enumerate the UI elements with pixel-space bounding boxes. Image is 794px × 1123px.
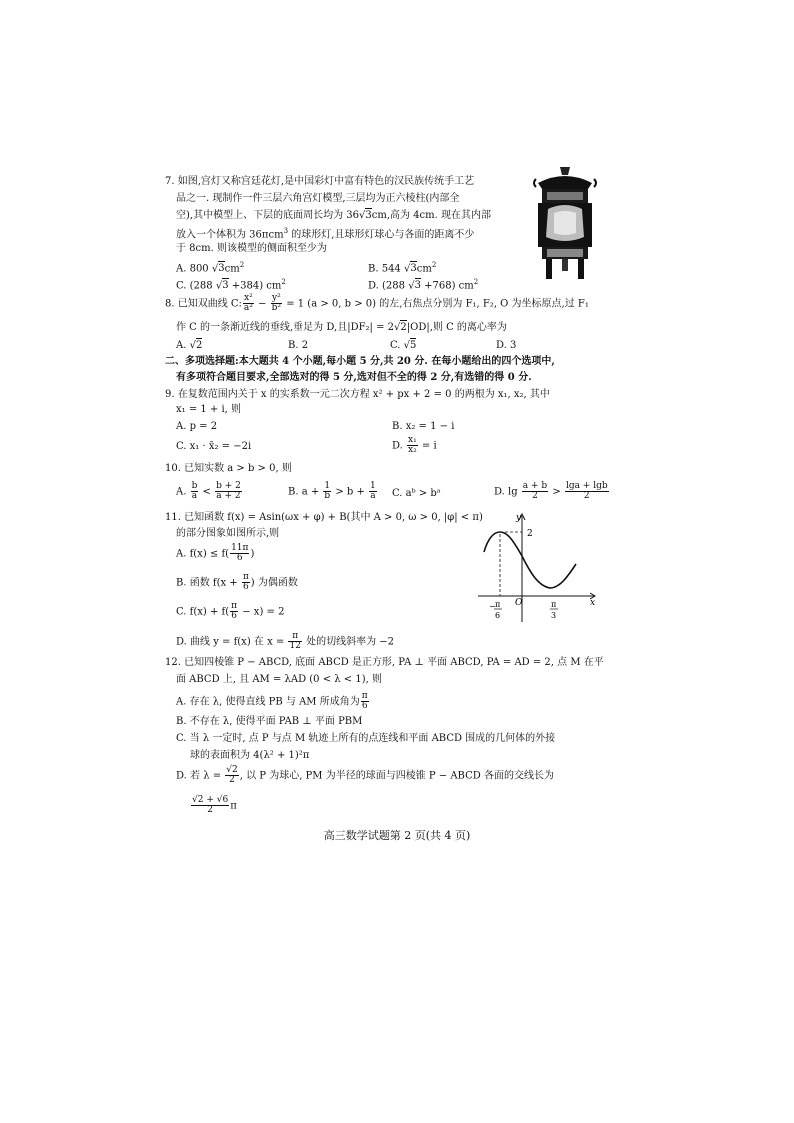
q12-option-c-line-1: C. 当 λ 一定时, 点 P 与点 M 轨迹上所有的点连线和平面 ABCD 围成的几何体的外接 xyxy=(176,733,556,744)
q7-line-2: 品之一. 现制作一件三层六角宫灯模型,三层均为正六棱柱(内部全 xyxy=(176,193,460,204)
q9-line-1: 9. 在复数范围内关于 x 的实系数一元二次方程 x² + px + 2 = 0 的两根为 x₁, x₂, 其中 xyxy=(165,389,550,400)
q8-option-b: B. 2 xyxy=(288,340,309,351)
q12-option-d-line-1: D. 若 λ = $\frac{√2}{2}$ , 以 P 为球心, PM 为半径的球面与四棱锥 P − ABCD 各面的交线长为 xyxy=(176,765,554,786)
section-2-line-1: 二、多项选择题:本大题共 4 个小题,每小题 5 分,共 20 分. 在每小题给出的四个选项中, xyxy=(165,356,555,367)
q8-line-1: 8. 已知双曲线 C: $\frac{\text{x²}}{\text{a²}}$ − $\frac{\text{y²}}{\text{b²}}$ = 1 (a > 0, b > 0) 的左,右焦点分别为 F₁, F₂, O 为坐标原点,过 F₁ xyxy=(165,293,589,314)
q11-line-1: 11. 已知函数 f(x) = Asin(ωx + φ) + B(其中 A > 0, ω > 0, |φ| < π) xyxy=(165,512,483,523)
x-axis-label: x xyxy=(590,598,596,608)
q7-line-4: 放入一个体积为 36πcm$^3$ 的球形灯,且球形灯球心与各面的距离不少 xyxy=(176,227,475,241)
q10-line-1: 10. 已知实数 a > b > 0, 则 xyxy=(165,463,292,474)
q10-option-b: B. a + $\frac{1}{b}$ > b + $\frac{1}{a}$ xyxy=(288,481,376,502)
q8-option-a: A. √2 xyxy=(176,340,203,351)
y-axis-label: y xyxy=(516,513,522,523)
tick-right-denominator: 3 xyxy=(551,611,557,620)
q11-option-b: B. 函数 f(x + $\frac{\pi}{6}$ ) 为偶函数 xyxy=(176,572,298,593)
q10-option-d: D. lg $\frac{a + b}{2}$ > $\frac{\lg a + \lg b}{2}$ xyxy=(494,481,608,502)
page-footer: 高三数学试题第 2 页(共 4 页) xyxy=(323,829,471,842)
q7-option-b: B. 544 $√3cm^2$ xyxy=(368,261,437,275)
q11-function-graph xyxy=(474,508,602,626)
sine-curve xyxy=(484,532,576,588)
q12-option-a: A. 存在 λ, 使得直线 PB 与 AM 所成角为 $\frac{\pi}{6}$ xyxy=(176,691,368,712)
tick-left-denominator: 6 xyxy=(495,611,501,620)
q7-line-5: 于 8cm. 则该模型的侧面积至少为 xyxy=(176,243,327,254)
q12-line-2: 面 ABCD 上, 且 AM = λAD (0 < λ < 1), 则 xyxy=(176,674,382,685)
q11-option-d: D. 曲线 y = f(x) 在 x = $\frac{\pi}{12}$ 处的切线斜率为 −2 xyxy=(176,631,395,652)
tick-left-numerator: π xyxy=(495,600,501,609)
origin-label: O xyxy=(515,598,523,608)
q7-option-a: A. 800 $√3cm^2$ xyxy=(176,261,245,275)
q9-option-d: D. $\frac{\text{x₁}}{\text{x₂}}$ = i xyxy=(392,435,437,456)
palace-lantern-image xyxy=(530,165,600,283)
section-2-line-2: 有多项符合题目要求,全部选对的得 5 分,选对但不全的得 2 分,有选错的得 0 分. xyxy=(176,372,532,383)
q12-option-c-line-2: 球的表面积为 4(λ² + 1)²π xyxy=(190,750,310,761)
q12-option-b: B. 不存在 λ, 使得平面 PAB ⊥ 平面 PBM xyxy=(176,716,363,727)
q9-option-b: B. x₂ = 1 − i xyxy=(392,421,455,432)
q10-option-c: C. aᵇ > bᵃ xyxy=(392,488,441,499)
q11-option-a: A. f(x) ≤ f( $\frac{11\pi}{6}$ ) xyxy=(176,543,255,564)
q9-option-a: A. p = 2 xyxy=(176,421,218,432)
q8-option-c: C. √5 xyxy=(390,340,417,351)
q9-option-c: C. x₁ · x̄₂ = −2i xyxy=(176,441,252,452)
q8-option-d: D. 3 xyxy=(496,340,517,351)
max-value-label: 2 xyxy=(527,529,533,539)
q11-line-2: 的部分图象如图所示,则 xyxy=(176,528,280,539)
q10-option-a: A. $\frac{b}{a}$ < $\frac{b + 2}{a + 2}$ xyxy=(176,481,241,502)
q7-option-d: D. (288 √3 +768) $cm^2$ xyxy=(368,278,479,292)
q9-line-2: x₁ = 1 + i, 则 xyxy=(176,404,242,415)
q11-option-c: C. f(x) + f( $\frac{\pi}{6}$ − x) = 2 xyxy=(176,601,285,622)
q12-option-d-line-2: $\frac{√2 + √6}{2}$ π xyxy=(192,795,237,816)
q8-line-2: 作 C 的一条渐近线的垂线,垂足为 D,且|DF₂| = 2√2|OD|,则 C 的离心率为 xyxy=(176,322,507,333)
tick-left-sign: − xyxy=(489,602,496,611)
q7-line-1: 7. 如图,宫灯又称宫廷花灯,是中国彩灯中富有特色的汉民族传统手工艺 xyxy=(165,176,475,187)
tick-right-numerator: π xyxy=(551,600,557,609)
q7-line-3: 空),其中模型上、下层的底面周长均为 36√3cm,高为 4cm. 现在其内部 xyxy=(176,210,491,221)
q12-line-1: 12. 已知四棱锥 P − ABCD, 底面 ABCD 是正方形, PA ⊥ 平面 ABCD, PA = AD = 2, 点 M 在平 xyxy=(165,657,604,668)
q7-option-c: C. (288 √3 +384) $cm^2$ xyxy=(176,278,286,292)
